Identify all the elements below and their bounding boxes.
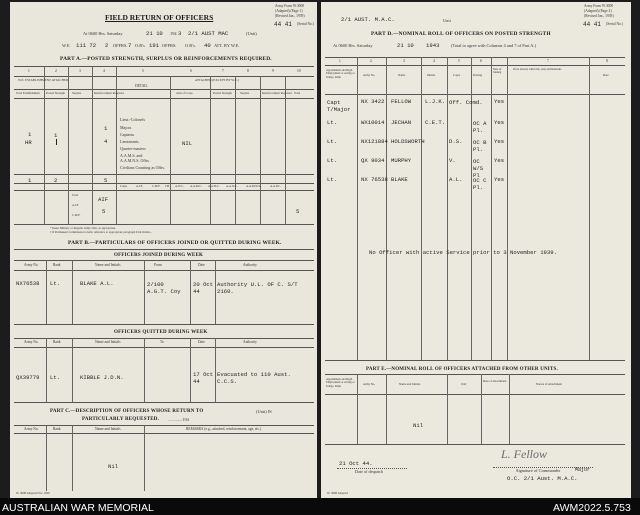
ch-remarks: REMARKS (e.g., attached, reinforcement, age, etc.)	[186, 427, 262, 431]
ch-name: Name and Initials	[95, 427, 121, 431]
footer-accession: AWM2022.5.753	[553, 502, 631, 514]
corps-head-aamc: A.A.M.C.	[190, 184, 203, 188]
officer-no: QX 9034	[361, 157, 385, 164]
rh-appointment: Appointment and Regtl. Employment or Acting or Tempy. Rank	[326, 69, 355, 79]
d-date: 21 10	[397, 42, 414, 49]
we-label: W.E.	[62, 43, 71, 48]
officer-init: D.S.	[449, 138, 463, 145]
head-unit: 2/1 AUST. M.A.C.	[341, 16, 395, 23]
corps-head-aaoc: A.A.O.C.	[226, 184, 238, 188]
officer-corps: OC A Pl.	[473, 120, 487, 134]
corps-val-aif: AIF	[98, 196, 109, 203]
part-c-requested: PARTICULARLY REQUESTED.	[82, 417, 160, 422]
eh-name: Name and Initials	[399, 382, 421, 386]
signature-label: Signature of Commander	[516, 468, 561, 473]
qh-to: To	[160, 340, 164, 344]
r-col-num-8: 8	[606, 59, 608, 63]
officer-appt: Lt.	[327, 176, 338, 183]
a-col1-v3: 1	[28, 177, 32, 184]
quitted-date: 17 Oct 44	[193, 371, 214, 385]
we-att-label: ATT. BY W.E.	[214, 43, 240, 48]
officer-appt: Lt.	[327, 157, 338, 164]
we-number: 111 72	[76, 42, 97, 49]
corner-serial-label: (Serial No.)	[297, 22, 314, 26]
joined-date: 20 Oct 44	[193, 281, 214, 295]
officer-appt: Capt T/Major	[327, 99, 351, 113]
col-num-6: 6	[190, 69, 192, 73]
rh-date: Date	[603, 73, 609, 77]
attached-heading: ATTACHED (EXCEPT BY W.E.)	[195, 78, 239, 82]
officer-appt: Lt.	[327, 138, 338, 145]
despatch-date: 21 Oct 44.	[339, 460, 373, 467]
head-unit-label: Unit	[443, 18, 451, 23]
qh-army-no: Army No.	[24, 340, 39, 344]
d-year: 1943	[426, 42, 440, 49]
col-head-4: Reinforcement Required	[94, 91, 124, 95]
col-num-5: 5	[142, 69, 144, 73]
we-posted: 191	[149, 42, 160, 49]
we-offrs2-label: OFFRS.	[162, 43, 177, 48]
officer-init: V.	[449, 157, 456, 164]
r-corner-sub2: (Revised Jan., 1939)	[584, 14, 614, 18]
officer-name: MURPHY	[391, 157, 412, 164]
rh-corps: Corps	[453, 73, 461, 77]
we-offrs-label: OFFRS.	[113, 43, 128, 48]
eh-appointment: Appointment and Regtl. Employment or Acting or Tempy. Rank	[326, 378, 355, 388]
we-att: 40	[204, 42, 211, 49]
jh-army-no: Army No.	[24, 263, 39, 267]
despatch-label: Date of despatch	[355, 469, 384, 474]
col-num-10: 10	[297, 69, 301, 73]
we-ors-label: O.R's	[135, 43, 145, 48]
jh-authority: Authority	[243, 263, 257, 267]
part-c-nil: Nil	[108, 463, 119, 470]
r-col-num-4: 4	[433, 59, 435, 63]
quitted-army-no: QX39779	[16, 374, 40, 381]
r-corner-serial: 44 41	[583, 21, 602, 28]
detail-aams: A.A.M.S. and	[120, 153, 143, 158]
qh-authority: Authority	[243, 340, 257, 344]
officer-corps: OC B Pl.	[473, 139, 487, 153]
detail-captains: Captains	[120, 132, 134, 137]
corps-head-cmf: C.M.F.	[152, 184, 161, 188]
jh-rank: Rank	[53, 263, 61, 267]
corps-head-aadc: A.A.D.C.	[208, 184, 220, 188]
footer-bar	[0, 498, 640, 515]
unit-label: (Unit)	[246, 31, 257, 36]
corps-val-5a: 5	[102, 208, 106, 215]
part-c-unit: (Unit) IS	[256, 409, 272, 414]
officer-name: FELLOW	[391, 98, 412, 105]
qh-date: Date	[198, 340, 205, 344]
quitted-heading: OFFICERS QUITTED DURING WEEK	[114, 330, 208, 335]
right-bottom-print: W. 3008 Adapted	[327, 491, 348, 495]
col-head-1: Total Establishment	[16, 91, 40, 95]
part-a-heading: PART A.—POSTED STRENGTH, SURPLUS OR REINFORCEMENTS REQUIRED.	[60, 56, 272, 62]
joined-army-no: NX76538	[16, 280, 40, 287]
part-e-heading: PART E.—NOMINAL ROLL OF OFFICERS ATTACHED FROM OTHER UNITS.	[366, 367, 558, 372]
corps-head-ch: CH	[165, 184, 170, 188]
officer-corps: OC C Pl.	[473, 177, 487, 191]
signature-oc: O.C. 2/1 Aust. M.A.C.	[507, 475, 578, 482]
r-corner-serial-label: (Serial No.)	[606, 22, 623, 26]
corps-val-5b: 5	[296, 208, 300, 215]
corps-row-cmf: C.M.F.	[72, 213, 81, 217]
corps-row-total: Total	[72, 193, 79, 197]
eh-nature: Nature of Attachment	[536, 382, 562, 386]
a-col4-v2: 4	[104, 138, 108, 145]
r-col-num-1: 1	[339, 59, 341, 63]
a-col4-v1: 1	[104, 125, 108, 132]
footer-institution: AUSTRALIAN WAR MEMORIAL	[2, 502, 154, 514]
joined-rank: Lt.	[50, 280, 61, 287]
officer-init: A.L.	[449, 176, 463, 183]
col-num-4: 4	[103, 69, 105, 73]
we-offrs: 2	[105, 42, 109, 49]
r-corner-sub1: (Adapted) (Page 2)	[584, 9, 612, 13]
officer-no: WX10014	[361, 119, 385, 126]
col-head-9: Reinforcement Required	[262, 91, 292, 95]
officer-no: NX 3422	[361, 98, 385, 105]
officer-name: HOLDSWORTH	[391, 138, 425, 145]
quitted-to: Evacuated to 110 Aust. C.C.S.	[217, 371, 291, 385]
quitted-rank: Lt.	[50, 374, 61, 381]
joined-from: 2/100 A.G.T. Coy	[147, 281, 181, 295]
corps-row-aif: A.I.F.	[72, 203, 79, 207]
corner-form: Army Form W.3008	[275, 4, 305, 8]
a-col1-v2: HR	[25, 139, 32, 146]
corner-sub2: (Revised Jan., 1939)	[275, 14, 305, 18]
ch-rank: Rank	[53, 427, 61, 431]
detail-civilians: Civilians Counting as Offrs.	[120, 165, 166, 170]
part-d-heading: PART D.—NOMINAL ROLL OF OFFICERS ON POSTED STRENGTH	[371, 31, 551, 37]
officer-no: NX121884	[361, 138, 388, 145]
r-col-num-5: 5	[458, 59, 460, 63]
col-head-3: Surplus	[72, 91, 82, 95]
col-num-8: 8	[247, 69, 249, 73]
detail-aamns: A.A.M.N.S. Offrs.	[120, 158, 150, 163]
part-b-heading: PART B.—PARTICULARS OF OFFICERS JOINED OR QUITTED DURING WEEK.	[68, 240, 282, 246]
rh-army-no: Army No.	[363, 73, 376, 77]
officer-yes: Yes	[494, 138, 505, 145]
officer-yes: Yes	[494, 176, 505, 183]
detail-qms: Quarter-masters	[120, 146, 146, 151]
col-head-10: Total	[294, 91, 301, 95]
a-col2-v2: 2	[54, 177, 58, 184]
return-date: 21 10	[146, 30, 163, 37]
col-num-7: 7	[222, 69, 224, 73]
form-title: FIELD RETURN OF OFFICERS	[105, 13, 214, 22]
corner-serial: 44 41	[274, 21, 293, 28]
rh-posting: Posting	[473, 73, 483, 77]
unit-name: 2/1 AUST MAC	[188, 30, 229, 37]
corps-head-aamws: A.A.M.W.S.	[246, 184, 261, 188]
we-ors2-label: O.R's.	[185, 43, 196, 48]
right-page	[321, 2, 631, 498]
left-page	[10, 2, 317, 498]
col-head-6: Arm of Corps	[176, 91, 193, 95]
r-col-num-3: 3	[403, 59, 405, 63]
return-year: 194	[170, 31, 177, 36]
qh-name: Name and Initials	[95, 340, 121, 344]
corps-head-aif: A.I.F.	[136, 184, 143, 188]
officer-init: C.E.T.	[425, 119, 446, 126]
r-col-num-2: 2	[370, 59, 372, 63]
a-col2-v1: 1	[54, 132, 58, 139]
we-establishment-heading: W.E. ESTABLISHMENT ATTACHED	[18, 78, 69, 82]
detail-lt-col: Lieut.-Colonels	[120, 117, 145, 122]
return-year-digit: 3	[178, 30, 182, 37]
joined-name: BLAKE A.L.	[80, 280, 114, 287]
col-num-2: 2	[55, 69, 57, 73]
at-hrs-label: At 0600 Hrs. Saturday	[83, 31, 123, 36]
corps-head-awc: A.W.C.	[175, 184, 184, 188]
col-head-2: Posted Strength	[46, 91, 65, 95]
left-bottom-print: W. 3008 Adapted Nov 1939	[16, 491, 50, 495]
jh-from: From	[154, 263, 162, 267]
detail-lieutenants: Lieutenants	[120, 139, 139, 144]
col-num-1: 1	[28, 69, 30, 73]
a-nil: NIL	[182, 140, 193, 147]
officer-corps: OC W/S Pl	[473, 158, 484, 179]
r-corner-form: Army Form W.3008	[584, 4, 614, 8]
eh-unit: Unit	[461, 382, 467, 386]
quitted-name: KIBBLE J.D.N.	[80, 374, 124, 381]
d-at-hrs: At 0600 Hrs. Saturday	[333, 43, 373, 48]
eh-army-no: Army No.	[363, 382, 376, 386]
r-col-num-6: 6	[480, 59, 482, 63]
d-note: (Total to agree with Columns 4 and 7 of Part A.)	[451, 43, 536, 48]
corner-sub1: (Adapted) (Page 1)	[275, 9, 303, 13]
rh-date-joining: Date of Joining	[493, 68, 502, 75]
r-col-num-7: 7	[547, 59, 549, 63]
a-col1-v1: 1	[28, 131, 32, 138]
part-c-heading: PART C.—DESCRIPTION OF OFFICERS WHOSE RETURN TO	[50, 409, 204, 414]
jh-date: Date	[198, 263, 205, 267]
joined-heading: OFFICERS JOINED DURING WEEK	[114, 253, 204, 258]
officer-name: JECHAN	[391, 119, 412, 126]
corps-head-aapc: A.A.P.C.	[270, 184, 281, 188]
detail-majors: Majors	[120, 125, 132, 130]
jh-name: Name and Initials	[95, 263, 121, 267]
eh-date: Date of Attachment	[483, 379, 507, 383]
rh-name: Name	[398, 73, 406, 77]
corps-note-2: † If Permanent Commission is held, reference to appropriate paragraph Unit Orders..	[50, 230, 152, 234]
rh-initials: Initials	[427, 73, 436, 77]
ch-army-no: Army No.	[24, 427, 39, 431]
col-num-9: 9	[272, 69, 274, 73]
officer-yes: Yes	[494, 119, 505, 126]
officer-name: BLAKE	[391, 176, 408, 183]
a-col4-v3: 5	[104, 177, 108, 184]
signature-rank: Major	[575, 467, 591, 473]
col-head-7: Posted Strength	[213, 91, 232, 95]
officer-init: L.J.K.	[425, 98, 446, 105]
officer-corps: Off. Comd.	[449, 99, 483, 106]
officer-appt: Lt.	[327, 119, 338, 126]
we-ors: 7	[128, 42, 132, 49]
signature: L. Fellow	[501, 447, 548, 461]
corps-heads: Corps	[120, 184, 128, 188]
no-officer-note: No Officer with active Service prior to 3 November 1939.	[369, 249, 557, 256]
qh-rank: Rank	[53, 340, 61, 344]
col-head-5: DETAIL	[135, 84, 148, 88]
part-c-date: .............194	[168, 417, 189, 422]
officer-no: NX 76538	[361, 176, 388, 183]
joined-authority: Authority U.L. OF C. S/T 2160.	[217, 281, 298, 295]
part-e-nil: Nil	[413, 422, 424, 429]
col-num-3: 3	[79, 69, 81, 73]
officer-yes: Yes	[494, 157, 505, 164]
col-head-8: Surplus	[240, 91, 250, 95]
corps-note-1: * Insert Military or Regular Army Unit, as appropriate.	[50, 226, 116, 230]
rh-remarks: If not already with Unit, state and Remarks	[513, 68, 562, 71]
officer-yes: Yes	[494, 98, 505, 105]
